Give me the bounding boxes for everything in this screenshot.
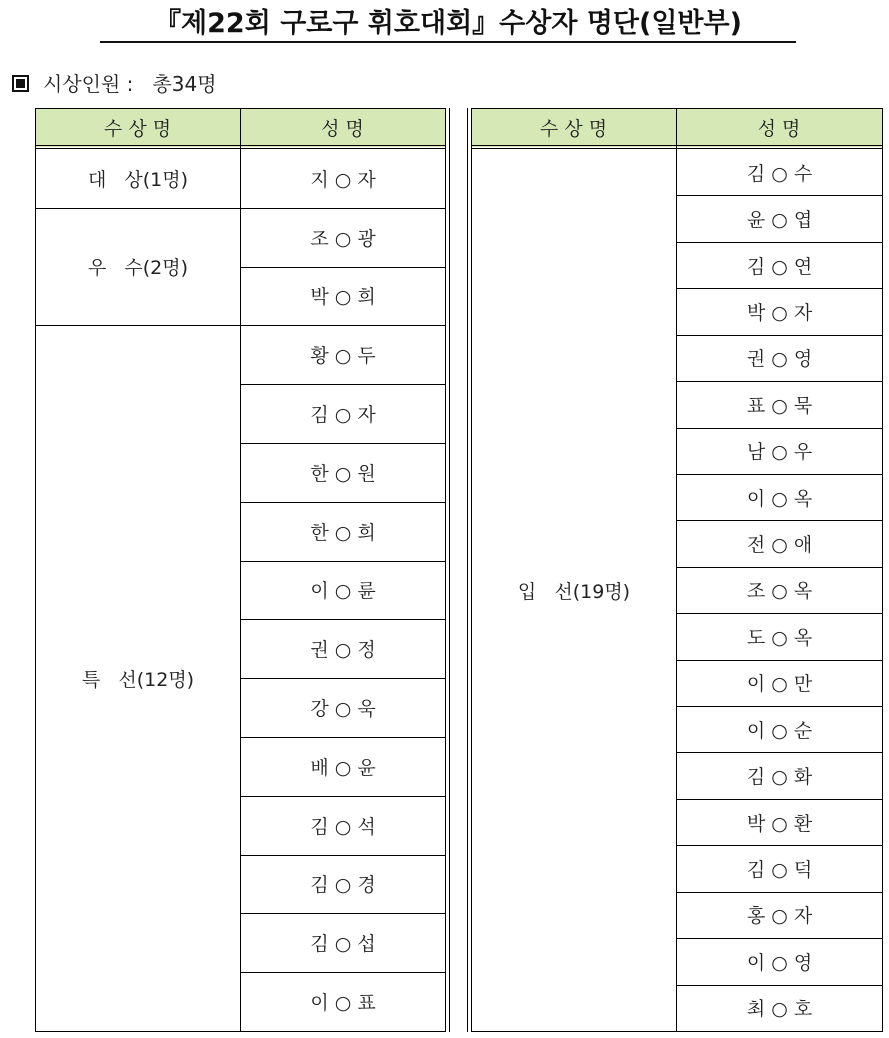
table-right-border xyxy=(882,108,883,1032)
summary-label: 시상인원 : xyxy=(43,72,134,96)
gutter-line xyxy=(467,108,468,1032)
awardee-name: 박 ○ 희 xyxy=(310,286,376,309)
header-name-right: 성 명 xyxy=(676,108,882,147)
awardee-name: 남 ○ 우 xyxy=(746,441,813,464)
awardee-name: 지 ○ 자 xyxy=(310,168,376,191)
awardee-name: 표 ○ 묵 xyxy=(746,394,813,417)
awardee-name: 황 ○ 두 xyxy=(310,345,376,368)
awardee-name: 한 ○ 희 xyxy=(310,521,376,544)
awardee-name: 김 ○ 연 xyxy=(746,255,813,278)
header-award-left: 수 상 명 xyxy=(35,108,240,147)
title-underline xyxy=(100,41,796,43)
header-award-right: 수 상 명 xyxy=(471,108,676,147)
awardee-name: 이 ○ 옥 xyxy=(746,487,813,510)
header-name-left: 성 명 xyxy=(240,108,445,147)
awardee-name: 이 ○ 순 xyxy=(746,719,813,742)
awardee-name: 이 ○ 표 xyxy=(310,992,376,1015)
awardee-name: 조 ○ 광 xyxy=(310,227,376,250)
summary-total: 총34명 xyxy=(152,72,217,96)
gutter-line xyxy=(449,108,450,1032)
awardee-name: 강 ○ 욱 xyxy=(310,698,376,721)
page-title: 『제22회 구로구 휘호대회』수상자 명단(일반부) xyxy=(154,8,742,39)
awardee-name: 김 ○ 경 xyxy=(310,874,376,897)
awardee-name: 윤 ○ 엽 xyxy=(746,209,813,232)
awardee-name: 김 ○ 섭 xyxy=(310,933,376,956)
awardee-name: 배 ○ 윤 xyxy=(310,756,376,779)
awardee-name: 김 ○ 덕 xyxy=(746,859,813,882)
award-category: 우 수(2명) xyxy=(87,257,189,280)
awardee-name: 박 ○ 자 xyxy=(746,301,813,324)
award-category: 대 상(1명) xyxy=(87,168,189,191)
awardee-name: 최 ○ 호 xyxy=(746,998,813,1021)
awardee-name: 김 ○ 자 xyxy=(310,404,376,427)
award-category: 특 선(12명) xyxy=(81,668,195,691)
awardee-name: 김 ○ 화 xyxy=(746,766,813,789)
awardee-name: 이 ○ 륜 xyxy=(310,580,376,603)
square-bullet-icon xyxy=(12,75,29,92)
awardee-name: 권 ○ 정 xyxy=(310,639,376,662)
awardee-name: 이 ○ 만 xyxy=(746,673,813,696)
awardee-name: 도 ○ 옥 xyxy=(746,626,813,649)
awardee-name: 김 ○ 수 xyxy=(746,162,813,185)
awardee-name: 홍 ○ 자 xyxy=(746,905,813,928)
awardee-name: 조 ○ 옥 xyxy=(746,580,813,603)
awardee-name: 전 ○ 애 xyxy=(746,534,813,557)
awardee-name: 권 ○ 영 xyxy=(746,348,813,371)
awardee-name: 김 ○ 석 xyxy=(310,815,376,838)
table-right-border xyxy=(445,108,446,1032)
awardee-name: 이 ○ 영 xyxy=(746,951,813,974)
award-category: 입 선(19명) xyxy=(517,580,631,603)
awardee-name: 박 ○ 환 xyxy=(746,812,813,835)
award-summary xyxy=(12,70,217,98)
awardee-name: 한 ○ 원 xyxy=(310,462,376,485)
